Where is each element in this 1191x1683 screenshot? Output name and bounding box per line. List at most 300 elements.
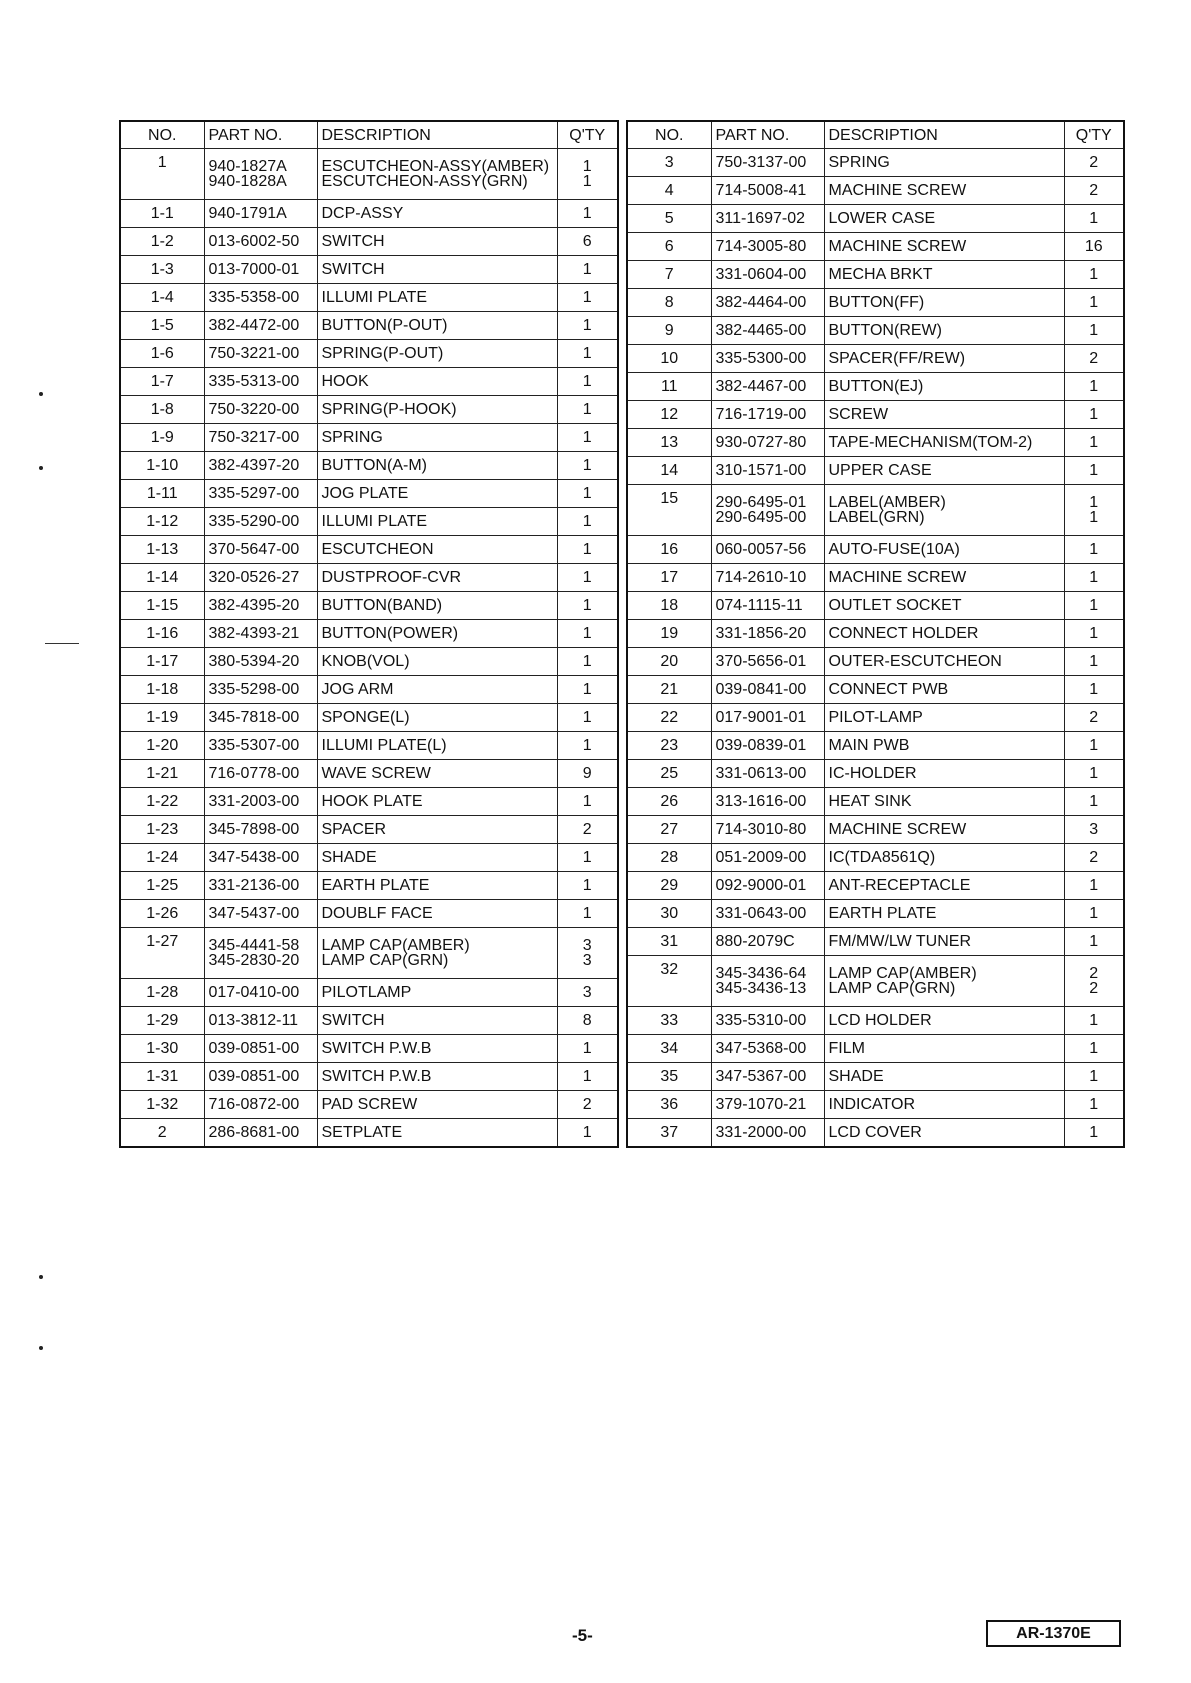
cell-part-no-line: 313-1616-00 [715, 793, 807, 810]
cell-qty-line: 1 [1089, 877, 1099, 894]
cell-part-no-line: 335-5298-00 [208, 681, 300, 698]
cell-description [824, 956, 1064, 1007]
cell-no: 1-19 [120, 704, 204, 732]
scan-speck [39, 1346, 43, 1350]
cell-part-no [711, 401, 824, 429]
cell-description [824, 177, 1064, 205]
cell-qty-line: 2 [582, 1096, 592, 1113]
cell-part-no-line: 940-1827A [208, 158, 287, 175]
cell-part-no-line: 370-5656-01 [715, 653, 807, 670]
table-row [120, 452, 618, 480]
cell-description-line: LOWER CASE [828, 210, 936, 227]
table-row [120, 1035, 618, 1063]
cell-qty [1064, 1119, 1124, 1148]
cell-description [317, 340, 557, 368]
cell-description [317, 508, 557, 536]
cell-no: 8 [627, 289, 711, 317]
cell-description-line: BUTTON(BAND) [321, 597, 443, 614]
cell-part-no [711, 704, 824, 732]
cell-part-no-line: 331-2136-00 [208, 877, 300, 894]
cell-no: 1-5 [120, 312, 204, 340]
cell-no: 33 [627, 1007, 711, 1035]
cell-qty [1064, 1091, 1124, 1119]
cell-qty [1064, 373, 1124, 401]
header-description: DESCRIPTION [824, 121, 1064, 149]
cell-part-no [204, 788, 317, 816]
cell-part-no-line: 940-1828A [208, 173, 287, 190]
cell-description [317, 816, 557, 844]
cell-no: 9 [627, 317, 711, 345]
cell-description-line: LAMP CAP(GRN) [321, 952, 449, 969]
cell-qty-line: 1 [582, 793, 592, 810]
cell-qty-line: 8 [582, 1012, 592, 1029]
cell-no: 3 [627, 149, 711, 177]
cell-part-no-line: 940-1791A [208, 205, 287, 222]
table-row [120, 396, 618, 424]
cell-description-line: LABEL(GRN) [828, 509, 925, 526]
cell-qty-line: 1 [582, 513, 592, 530]
cell-qty [557, 704, 618, 732]
cell-description [824, 592, 1064, 620]
table-row [120, 1091, 618, 1119]
table-row [627, 317, 1124, 345]
cell-part-no [204, 340, 317, 368]
cell-description [824, 457, 1064, 485]
cell-part-no-line: 347-5367-00 [715, 1068, 807, 1085]
cell-description [824, 900, 1064, 928]
cell-qty-line: 1 [1089, 378, 1099, 395]
cell-no: 13 [627, 429, 711, 457]
cell-qty-line: 1 [1089, 569, 1099, 586]
cell-qty [557, 424, 618, 452]
table-row [120, 704, 618, 732]
table-row [120, 620, 618, 648]
cell-qty [1064, 1007, 1124, 1035]
header-no: NO. [627, 121, 711, 149]
cell-part-no-line: 335-5310-00 [715, 1012, 807, 1029]
cell-description-line: SWITCH P.W.B [321, 1040, 432, 1057]
cell-description [317, 979, 557, 1007]
table-row [120, 424, 618, 452]
cell-part-no-line: 331-2000-00 [715, 1124, 807, 1141]
cell-description-line: ILLUMI PLATE [321, 289, 428, 306]
table-row [627, 429, 1124, 457]
cell-no: 1-30 [120, 1035, 204, 1063]
cell-qty-line: 1 [582, 737, 592, 754]
cell-qty [557, 816, 618, 844]
cell-description-line: ILLUMI PLATE(L) [321, 737, 447, 754]
table-row [627, 1063, 1124, 1091]
cell-part-no [711, 536, 824, 564]
cell-no: 1-14 [120, 564, 204, 592]
table-row [627, 564, 1124, 592]
cell-part-no [204, 396, 317, 424]
cell-part-no-line: 347-5368-00 [715, 1040, 807, 1057]
cell-description-line: SHADE [828, 1068, 884, 1085]
cell-part-no-line: 013-3812-11 [208, 1012, 299, 1029]
cell-no: 12 [627, 401, 711, 429]
cell-qty [1064, 233, 1124, 261]
cell-part-no [204, 844, 317, 872]
cell-description [824, 732, 1064, 760]
cell-description-line: DUSTPROOF-CVR [321, 569, 462, 586]
cell-no: 32 [627, 956, 711, 1007]
cell-part-no [204, 200, 317, 228]
cell-description [824, 760, 1064, 788]
cell-qty-line: 1 [582, 1068, 592, 1085]
cell-qty-line: 1 [1089, 1012, 1099, 1029]
cell-part-no-line: 379-1070-21 [715, 1096, 807, 1113]
cell-qty-line: 1 [1089, 1124, 1099, 1141]
cell-description [824, 564, 1064, 592]
cell-part-no-line: 013-6002-50 [208, 233, 300, 250]
cell-description-line: BUTTON(REW) [828, 322, 942, 339]
cell-qty [1064, 872, 1124, 900]
cell-description-line: BUTTON(EJ) [828, 378, 924, 395]
table-row [120, 928, 618, 979]
cell-part-no-line: 382-4393-21 [208, 625, 300, 642]
cell-part-no-line: 382-4465-00 [715, 322, 807, 339]
table-row [627, 620, 1124, 648]
cell-description-line: MACHINE SCREW [828, 569, 967, 586]
table-row [120, 979, 618, 1007]
cell-qty-line: 1 [1089, 406, 1099, 423]
cell-description [317, 256, 557, 284]
cell-no: 1-27 [120, 928, 204, 979]
cell-qty [1064, 536, 1124, 564]
scan-speck [39, 466, 43, 470]
cell-part-no-line: 039-0839-01 [715, 737, 807, 754]
cell-qty [1064, 205, 1124, 233]
cell-description [824, 345, 1064, 373]
table-row [627, 816, 1124, 844]
cell-qty [1064, 317, 1124, 345]
cell-qty [1064, 564, 1124, 592]
cell-qty-line: 16 [1084, 238, 1103, 255]
cell-description [317, 1007, 557, 1035]
table-row [627, 457, 1124, 485]
cell-description-line: FILM [828, 1040, 865, 1057]
cell-part-no [711, 1035, 824, 1063]
cell-description-line: SPACER(FF/REW) [828, 350, 966, 367]
cell-qty-line: 1 [1089, 434, 1099, 451]
cell-part-no-line: 039-0851-00 [208, 1068, 300, 1085]
cell-part-no-line: 286-8681-00 [208, 1124, 300, 1141]
cell-part-no-line: 051-2009-00 [715, 849, 807, 866]
cell-description-line: FM/MW/LW TUNER [828, 933, 971, 950]
cell-description [317, 928, 557, 979]
table-row [120, 284, 618, 312]
header-description: DESCRIPTION [317, 121, 557, 149]
cell-no: 20 [627, 648, 711, 676]
cell-qty-line: 2 [1089, 154, 1099, 171]
cell-qty-line: 1 [582, 289, 592, 306]
cell-qty-line: 1 [1089, 597, 1099, 614]
cell-description-line: OUTER-ESCUTCHEON [828, 653, 1002, 670]
table-row [120, 648, 618, 676]
cell-qty [1064, 788, 1124, 816]
cell-part-no [711, 816, 824, 844]
table-row [627, 704, 1124, 732]
cell-no: 1-23 [120, 816, 204, 844]
cell-qty [1064, 177, 1124, 205]
table-row [627, 289, 1124, 317]
cell-part-no-line: 345-3436-13 [715, 980, 807, 997]
cell-no: 1-31 [120, 1063, 204, 1091]
cell-description-line: SCREW [828, 406, 889, 423]
cell-qty [1064, 457, 1124, 485]
cell-part-no [711, 788, 824, 816]
cell-qty-line: 1 [1089, 793, 1099, 810]
cell-qty-line: 1 [1089, 266, 1099, 283]
cell-qty-line: 3 [1089, 821, 1099, 838]
table-row [120, 1063, 618, 1091]
cell-description [824, 429, 1064, 457]
cell-qty [557, 760, 618, 788]
cell-part-no-line: 714-3010-80 [715, 821, 807, 838]
cell-part-no-line: 345-4441-58 [208, 937, 300, 954]
cell-part-no [204, 564, 317, 592]
cell-qty [557, 228, 618, 256]
cell-part-no-line: 382-4472-00 [208, 317, 300, 334]
cell-description-line: ESCUTCHEON-ASSY(GRN) [321, 173, 528, 190]
cell-part-no-line: 880-2079C [715, 933, 795, 950]
cell-qty [1064, 289, 1124, 317]
cell-qty-line: 1 [1089, 933, 1099, 950]
cell-description [317, 704, 557, 732]
cell-qty-line: 3 [582, 952, 592, 969]
cell-qty-line: 2 [582, 821, 592, 838]
cell-no: 28 [627, 844, 711, 872]
cell-description-line: DOUBLF FACE [321, 905, 433, 922]
scan-speck [39, 392, 43, 396]
cell-part-no-line: 320-0526-27 [208, 569, 300, 586]
cell-qty [1064, 429, 1124, 457]
cell-description-line: SPRING [828, 154, 890, 171]
cell-qty-line: 1 [582, 1040, 592, 1057]
cell-no: 36 [627, 1091, 711, 1119]
cell-part-no [204, 508, 317, 536]
cell-no: 7 [627, 261, 711, 289]
cell-description [824, 788, 1064, 816]
cell-description [317, 149, 557, 200]
cell-part-no [204, 312, 317, 340]
cell-no: 16 [627, 536, 711, 564]
cell-part-no [204, 368, 317, 396]
cell-description [824, 485, 1064, 536]
table-row [120, 200, 618, 228]
cell-description-line: MACHINE SCREW [828, 238, 967, 255]
cell-description-line: EARTH PLATE [321, 877, 430, 894]
cell-part-no [711, 485, 824, 536]
cell-qty-line: 3 [582, 984, 592, 1001]
cell-qty-line: 1 [582, 653, 592, 670]
table-row [120, 732, 618, 760]
cell-no: 37 [627, 1119, 711, 1148]
cell-part-no [711, 900, 824, 928]
cell-no: 1-9 [120, 424, 204, 452]
cell-part-no [711, 676, 824, 704]
cell-part-no [204, 1063, 317, 1091]
cell-part-no-line: 335-5290-00 [208, 513, 300, 530]
cell-description-line: BUTTON(POWER) [321, 625, 459, 642]
cell-description-line: LAMP CAP(AMBER) [828, 965, 977, 982]
table-row [627, 233, 1124, 261]
cell-no: 22 [627, 704, 711, 732]
cell-description-line: MACHINE SCREW [828, 821, 967, 838]
cell-qty-line: 1 [582, 317, 592, 334]
cell-part-no [204, 284, 317, 312]
cell-no: 1-6 [120, 340, 204, 368]
cell-qty-line: 1 [582, 541, 592, 558]
cell-description [824, 1007, 1064, 1035]
cell-description-line: JOG ARM [321, 681, 394, 698]
cell-part-no-line: 039-0851-00 [208, 1040, 300, 1057]
table-row [627, 1091, 1124, 1119]
cell-qty [1064, 648, 1124, 676]
cell-qty [557, 592, 618, 620]
cell-qty-line: 1 [582, 597, 592, 614]
cell-description [824, 261, 1064, 289]
cell-no: 1-2 [120, 228, 204, 256]
cell-no: 1-21 [120, 760, 204, 788]
cell-description-line: BUTTON(P-OUT) [321, 317, 448, 334]
cell-part-no-line: 331-1856-20 [715, 625, 807, 642]
cell-part-no [711, 317, 824, 345]
cell-part-no [711, 928, 824, 956]
cell-qty [557, 979, 618, 1007]
cell-no: 1-7 [120, 368, 204, 396]
cell-description-line: EARTH PLATE [828, 905, 937, 922]
table-row [120, 536, 618, 564]
table-row [627, 261, 1124, 289]
cell-part-no-line: 311-1697-02 [715, 210, 806, 227]
cell-part-no-line: 382-4464-00 [715, 294, 807, 311]
cell-description-line: SPRING(P-HOOK) [321, 401, 457, 418]
cell-qty-line: 1 [582, 485, 592, 502]
cell-qty-line: 1 [1089, 765, 1099, 782]
cell-qty [1064, 485, 1124, 536]
cell-description-line: JOG PLATE [321, 485, 409, 502]
header-part-no: PART NO. [204, 121, 317, 149]
cell-qty [557, 1007, 618, 1035]
cell-part-no-line: 345-2830-20 [208, 952, 300, 969]
cell-qty [557, 788, 618, 816]
cell-qty [557, 1063, 618, 1091]
cell-qty [1064, 844, 1124, 872]
cell-qty [1064, 928, 1124, 956]
cell-part-no-line: 331-2003-00 [208, 793, 300, 810]
table-row [120, 508, 618, 536]
table-row [120, 1119, 618, 1148]
cell-description [317, 452, 557, 480]
cell-description-line: IC-HOLDER [828, 765, 917, 782]
cell-no: 19 [627, 620, 711, 648]
cell-no: 6 [627, 233, 711, 261]
cell-description-line: PAD SCREW [321, 1096, 418, 1113]
cell-description [824, 872, 1064, 900]
table-row [120, 480, 618, 508]
cell-part-no-line: 716-1719-00 [715, 406, 807, 423]
cell-part-no [711, 760, 824, 788]
cell-description-line: SWITCH P.W.B [321, 1068, 432, 1085]
cell-no: 1-17 [120, 648, 204, 676]
document-code: AR-1370E [986, 1620, 1121, 1647]
cell-no: 1-24 [120, 844, 204, 872]
cell-no: 35 [627, 1063, 711, 1091]
cell-no: 23 [627, 732, 711, 760]
table-row [120, 228, 618, 256]
cell-part-no [711, 205, 824, 233]
cell-description-line: SWITCH [321, 1012, 385, 1029]
cell-no: 1 [120, 149, 204, 200]
cell-description-line: INDICATOR [828, 1096, 916, 1113]
cell-part-no [204, 900, 317, 928]
cell-description [317, 228, 557, 256]
cell-part-no [711, 1063, 824, 1091]
cell-description [317, 424, 557, 452]
cell-part-no-line: 092-9000-01 [715, 877, 807, 894]
table-row [120, 872, 618, 900]
cell-part-no-line: 382-4395-20 [208, 597, 300, 614]
cell-qty [557, 900, 618, 928]
cell-description [824, 1063, 1064, 1091]
table-row [627, 648, 1124, 676]
cell-part-no [711, 648, 824, 676]
cell-part-no-line: 060-0057-56 [715, 541, 807, 558]
cell-description-line: MAIN PWB [828, 737, 910, 754]
cell-part-no [711, 457, 824, 485]
cell-qty [1064, 592, 1124, 620]
cell-description [317, 284, 557, 312]
cell-qty [1064, 345, 1124, 373]
cell-description-line: MECHA BRKT [828, 266, 933, 283]
cell-no: 29 [627, 872, 711, 900]
cell-qty-line: 9 [582, 765, 592, 782]
cell-qty-line: 1 [582, 457, 592, 474]
cell-part-no-line: 331-0604-00 [715, 266, 807, 283]
table-row [627, 1007, 1124, 1035]
cell-qty-line: 6 [582, 233, 592, 250]
cell-no: 34 [627, 1035, 711, 1063]
cell-description-line: UPPER CASE [828, 462, 932, 479]
table-row [627, 732, 1124, 760]
cell-description [317, 536, 557, 564]
cell-part-no [204, 452, 317, 480]
table-row [627, 676, 1124, 704]
cell-no: 1-22 [120, 788, 204, 816]
cell-part-no [204, 424, 317, 452]
cell-qty-line: 1 [582, 1124, 592, 1141]
table-row [120, 368, 618, 396]
cell-description [317, 564, 557, 592]
cell-qty [557, 620, 618, 648]
cell-no: 11 [627, 373, 711, 401]
cell-qty-line: 1 [582, 429, 592, 446]
cell-description-line: SWITCH [321, 233, 385, 250]
cell-qty-line: 2 [1089, 182, 1099, 199]
cell-qty [1064, 816, 1124, 844]
cell-no: 14 [627, 457, 711, 485]
cell-part-no-line: 290-6495-00 [715, 509, 807, 526]
cell-qty-line: 1 [1089, 322, 1099, 339]
table-row [120, 312, 618, 340]
cell-qty-line: 2 [1089, 980, 1099, 997]
cell-no: 1-29 [120, 1007, 204, 1035]
cell-qty-line: 1 [582, 905, 592, 922]
cell-part-no-line: 335-5297-00 [208, 485, 300, 502]
cell-part-no [711, 429, 824, 457]
